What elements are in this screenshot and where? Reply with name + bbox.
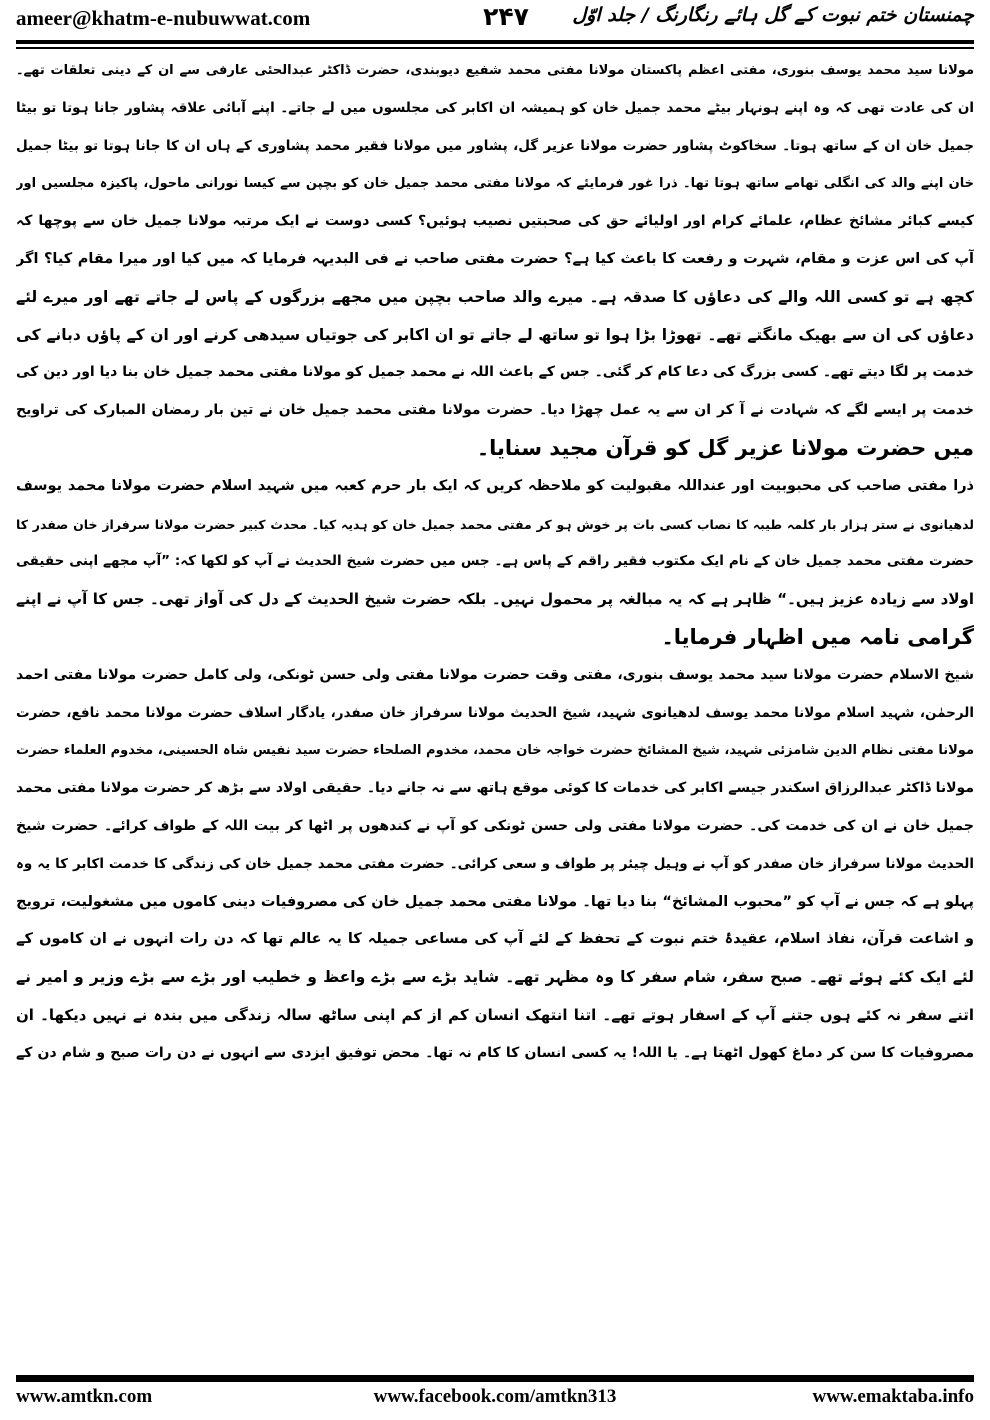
footer-link-facebook[interactable]: www.facebook.com/amtkn313 [373, 1386, 617, 1407]
paragraph-end-line: گرامی نامہ میں اظہار فرمایا۔ [661, 624, 974, 649]
text-line: دعاؤں کی ان سے بھیک مانگتے تھے۔ تھوڑا بڑا ہوا تو ساتھ لے جاتے تو ان اکابر کی جوتیاں سیدھی کرنے اور ان کے پاؤں دبانے کی [16, 325, 974, 344]
text-line: مولانا ڈاکٹر عبدالرزاق اسکندر جیسے اکابر کی خدمات کا کوئی موقع ہاتھ سے نہ جانے دیا۔ حقیقی اولاد سے بڑھ کر حضرت مولانا مفتی محمد [16, 780, 974, 797]
text-line: و اشاعت قرآن، نفاذ اسلام، عقیدۂ ختم نبوت کے تحفظ کے لئے آپ کی مساعی جمیلہ کا یہ عالم تھا کہ دن رات انہوں نے ان کاموں کے [16, 931, 974, 948]
footer-link-emaktaba[interactable]: www.emaktaba.info [812, 1386, 974, 1407]
text-line: کچھ ہے تو کسی اللہ والے کی دعاؤں کا صدقہ ہے۔ میرے والد صاحب بچپن میں مجھے بزرگوں کے پاس لے جاتے تھے اور میرے لئے [16, 287, 974, 306]
text-line: مصروفیات کا سن کر دماغ کھول اٹھتا ہے۔ یا اللہ! یہ کسی انسان کا کام نہ تھا۔ محض توفیق ایزدی سے انہوں نے دن رات صبح و شام دن کے [16, 1044, 974, 1061]
text-line: خدمت پر ایسے لگے کہ شہادت نے آ کر ان سے یہ عمل چھڑا دیا۔ حضرت مولانا مفتی محمد جمیل خان نے تین بار رمضان المبارک کی تراویح [16, 402, 974, 419]
text-line: شیخ الاسلام حضرت مولانا سید محمد یوسف بنوری، مفتی وقت حضرت مولانا مفتی ولی حسن ٹونکی، ولی کامل حضرت مولانا مفتی احمد [16, 666, 974, 683]
text-line: لدھیانوی نے ستر ہزار بار کلمہ طیبہ کا نصاب کسی بات پر خوش ہو کر مفتی محمد جمیل خان کو ہدیہ کیا۔ محدث کبیر حضرت مولانا سرفراز خان صفدر کا [16, 516, 974, 532]
book-title: چمنستان ختم نبوت کے گل ہائے رنگارنگ / جلد اوّل [572, 4, 974, 26]
text-line: حضرت مفتی محمد جمیل خان کے نام ایک مکتوب فقیر راقم کے پاس ہے۔ جس میں حضرت شیخ الحدیث نے آپ کو لکھا کہ: ”آپ مجھے اپنی حقیقی [16, 553, 974, 570]
text-line: اتنے سفر نہ کئے ہوں جتنے آپ کے اسفار ہوتے تھے۔ اتنا انتھک انسان کم از کم اپنی ساٹھ سالہ زندگی میں بندہ نے نہیں دیکھا۔ ان [16, 1005, 974, 1024]
text-line: پہلو ہے کہ جس نے آپ کو ”محبوب المشائخ“ بنا دیا تھا۔ مولانا مفتی محمد جمیل خان کی مصروفیات دینی کاموں میں مشغولیت، ترویج [16, 893, 974, 910]
text-line: ان کی عادت تھی کہ وہ اپنے ہونہار بیٹے محمد جمیل خان کو ہمیشہ ان اکابر کی مجلسوں میں لے جاتے۔ اپنے آبائی علاقہ پشاور جانا ہوتا تو بیٹا [16, 99, 974, 116]
text-line: جمیل خان نے ان کی خدمت کی۔ حضرت مولانا مفتی ولی حسن ٹونکی کو آپ نے کندھوں پر اٹھا کر بیت اللہ کے طواف کرائے۔ حضرت شیخ [16, 817, 974, 834]
text-line: آپ کی اس عزت و مقام، شہرت و رفعت کا باعث کیا ہے؟ حضرت مفتی صاحب نے فی البدیہہ فرمایا کہ میں کیا اور میرا مقام کیا؟ اگر [16, 250, 974, 267]
page-number: ۲۴۷ [483, 2, 529, 31]
footer-link-amtkn[interactable]: www.amtkn.com [16, 1386, 153, 1407]
text-line: اولاد سے زیادہ عزیز ہیں۔“ ظاہر ہے کہ یہ مبالغہ پر محمول نہیں۔ بلکہ حضرت شیخ الحدیث کے دل کی آواز تھی۔ جس کا آپ نے اپنے [16, 590, 974, 609]
text-line: مولانا سید محمد یوسف بنوری، مفتی اعظم پاکستان مولانا مفتی محمد شفیع دیوبندی، حضرت ڈاکٹر عبدالحئی عارفی سے ان کے دینی تعلقات تھے۔ [16, 63, 974, 78]
text-line: خان اپنے والد کی انگلی تھامے ساتھ ہوتا تھا۔ ذرا غور فرمایئے کہ مولانا مفتی محمد جمیل خان کو بچپن سے کیسا نورانی ماحول، پاکیزہ مجلسیں اور [16, 176, 974, 192]
page-footer [16, 1386, 974, 1416]
footer-rule [16, 1375, 974, 1382]
text-line: کیسے کبائر مشائخ عظام، علمائے کرام اور اولیائے حق کی صحبتیں نصیب ہوئیں؟ کسی دوست نے ایک مرتبہ مولانا جمیل خان سے پوچھا کہ [16, 213, 974, 230]
header-rule-thin [16, 47, 974, 49]
header-rule-thick [16, 40, 974, 44]
text-line: الرحمٰن، شہید اسلام مولانا محمد یوسف لدھیانوی شہید، شیخ الحدیث مولانا سرفراز خان صفدر، یادگار اسلاف حضرت مولانا محمد نافع، حضرت [16, 704, 974, 721]
text-line: مولانا مفتی نظام الدین شامزئی شہید، شیخ المشائخ حضرت خواجہ خان محمد، مخدوم الصلحاء حضرت سید نفیس شاہ الحسینی، مخدوم العلماء حضرت [16, 743, 974, 759]
page-body [16, 52, 974, 1374]
text-line: الحدیث مولانا سرفراز خان صفدر کو آپ نے وہیل چیئر پر طواف و سعی کرائی۔ حضرت مفتی محمد جمیل خان کی زندگی کا خدمت اکابر کا یہ وہ [16, 855, 974, 872]
header-email[interactable]: ameer@khatm-e-nubuwwat.com [16, 6, 311, 30]
text-line: لئے ایک کئے ہوئے تھے۔ صبح سفر، شام سفر کا وہ مظہر تھے۔ شاید بڑے سے بڑے واعظ و خطیب اور بڑے سے بڑے وزیر و امیر نے [16, 968, 974, 987]
text-line: خدمت پر لگا دیتے تھے۔ کسی بزرگ کی دعا کام کر گئی۔ جس کے باعث اللہ نے محمد جمیل کو مولانا مفتی محمد جمیل خان بنا دیا اور دین کی [16, 364, 974, 381]
text-line: جمیل خان ان کے ساتھ ہوتا۔ سخاکوٹ پشاور حضرت مولانا عزیر گل، پشاور میں مولانا فقیر محمد پشاوری کے ہاں ان کا جانا ہوتا تو بیٹا جمیل [16, 137, 974, 154]
paragraph-end-line: میں حضرت مولانا عزیر گل کو قرآن مجید سنایا۔ [476, 435, 974, 460]
text-line: ذرا مفتی صاحب کی محبوبیت اور عنداللہ مقبولیت کو ملاحظہ کریں کہ ایک بار حرم کعبہ میں شہید اسلام حضرت مولانا محمد یوسف [16, 477, 974, 494]
